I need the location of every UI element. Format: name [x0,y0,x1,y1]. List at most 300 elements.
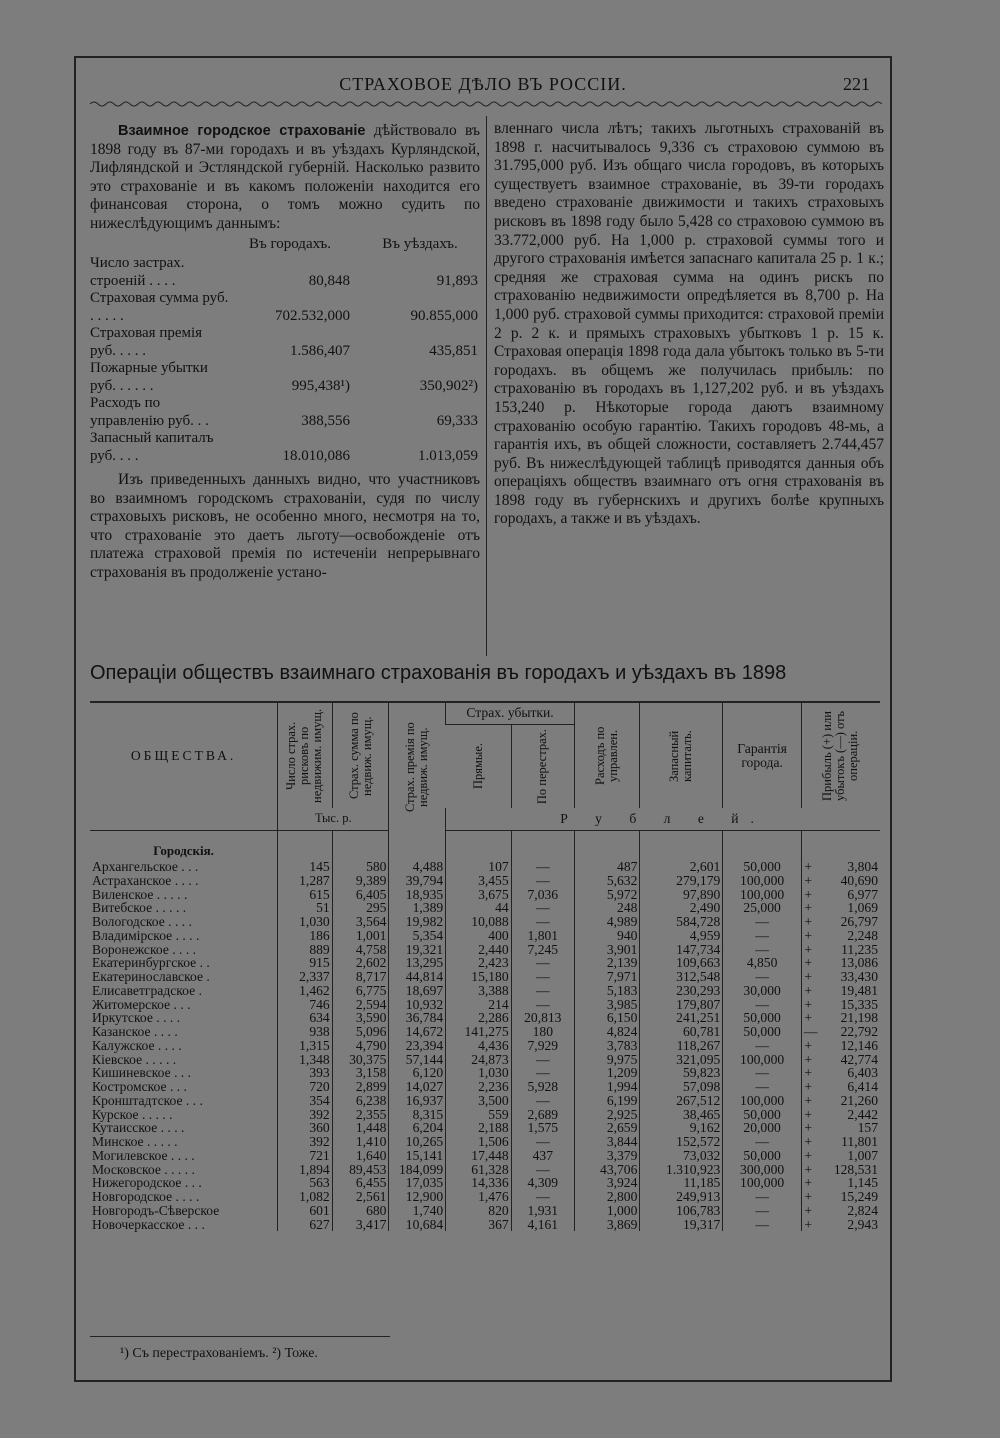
table-row [90,1039,880,1053]
cell-name: Калужское . . . . [92,1037,182,1053]
cell-admin: 2,925 [574,1108,639,1122]
table-row [90,943,880,957]
cell-premium: 10,684 [389,1218,446,1232]
header-units-row [90,808,880,830]
cell-risks: 186 [278,929,333,943]
cell-direct: 1,030 [446,1066,511,1080]
cell-admin: 6,150 [574,1011,639,1025]
cell-admin: 9,975 [574,1053,639,1067]
cell-profit: 26,797 [840,914,878,929]
cell-admin: 3,901 [574,943,639,957]
intro-text: дѣйствовало въ 1898 году въ 87-ми городахъ и въ уѣздахъ Курляндской, Лифляндской и Эстляндской губерній. Насколько развито это страхованіе и въ какомъ положеніи находится его финансовая сторона, о томъ можно судить по нижеслѣдующимъ даннымъ: [90,122,480,232]
cell-reins: — [511,1135,574,1149]
cell-risks: 1,462 [278,984,333,998]
header-guarantee: Гарантія города. [723,702,802,808]
cell-reins: 7,245 [511,943,574,957]
cell-risks: 563 [278,1176,333,1190]
cell-reins: — [511,998,574,1012]
stats-cities: 702.532,000 [275,307,350,324]
cell-risks: 615 [278,888,333,902]
cell-profit: 15,249 [840,1189,878,1204]
cell-risks: 51 [278,901,333,915]
cell-guarantee: — [723,998,802,1012]
cell-name: Витебское . . . . . [92,900,187,916]
cell-sum: 2,355 [332,1108,389,1122]
table-row [90,1163,880,1177]
cell-sign: + [801,1163,814,1177]
cell-name: Кишиневское . . . [92,1065,192,1081]
cell-profit: 157 [857,1120,878,1136]
cell-reserve: 97,890 [640,888,723,902]
cell-risks: 915 [278,956,333,970]
cell-guarantee: 100,000 [723,874,802,888]
cell-direct: 44 [446,901,511,915]
page-number: 221 [843,74,870,94]
cell-sign: + [801,1121,814,1135]
cell-sign: + [801,874,814,888]
cell-reserve: 60,781 [640,1025,723,1039]
cell-admin: 5,972 [574,888,639,902]
cell-admin: 2,139 [574,956,639,970]
cell-name: Новгородъ-Сѣверское [92,1202,220,1218]
cell-reserve: 109,663 [640,956,723,970]
cell-name: Казанское . . . . [92,1024,178,1039]
cell-profit: 2,442 [847,1106,878,1122]
summary-stats-table [90,236,480,466]
cell-risks: 1,082 [278,1190,333,1204]
cell-premium: 18,935 [389,888,446,902]
cell-reserve: 9,162 [640,1121,723,1135]
cell-sign: + [801,998,814,1012]
cell-sign: + [801,956,814,970]
table-row [90,1218,880,1232]
cell-profit: 1,145 [847,1175,878,1191]
cell-name: Новгородское . . . . [92,1189,200,1204]
cell-guarantee: 25,000 [723,901,802,915]
table-row [90,956,880,970]
cell-reserve: 38,465 [640,1108,723,1122]
stats-row [90,325,480,360]
table-row [90,1135,880,1149]
cell-sum: 3,564 [332,915,389,929]
header-risks: Число страх. рисковъ по недвижим. имущ. [278,702,333,808]
table-row [90,1204,880,1218]
cell-sum: 1,448 [332,1121,389,1135]
cell-premium: 23,394 [389,1039,446,1053]
cell-reserve: 249,913 [640,1190,723,1204]
footnote: ¹) Съ перестрахованіемъ. ²) Тоже. [120,1346,318,1361]
cell-name: Кронштадтское . . . [92,1092,203,1108]
cell-reins: — [511,915,574,929]
cell-risks: 1,287 [278,874,333,888]
stats-header-row [90,236,480,256]
cell-sign: + [801,860,814,874]
table-row [90,1094,880,1108]
cell-guarantee: — [723,943,802,957]
cell-reserve: 279,179 [640,874,723,888]
cell-name: Астраханское . . . . [92,872,199,888]
cell-sign: + [801,943,814,957]
cell-name: Минское . . . . . [92,1134,178,1149]
cell-guarantee: — [723,1204,802,1218]
cell-reserve: 4,959 [640,929,723,943]
cell-profit: 21,260 [840,1092,878,1108]
cell-risks: 746 [278,998,333,1012]
cell-name: Владимірское . . . . [92,927,200,943]
cell-direct: 214 [446,998,511,1012]
cell-sign: + [801,1039,814,1053]
table-row [90,915,880,929]
cell-premium: 13,295 [389,956,446,970]
cell-reins: 5,928 [511,1080,574,1094]
cell-reserve: 147,734 [640,943,723,957]
cell-guarantee: — [723,915,802,929]
cell-name: Московское . . . . . [92,1161,195,1177]
cell-reins: — [511,1163,574,1177]
stats-label: Страховая сумма руб. . . . . . [90,290,229,324]
cell-name: Вологодское . . . . [92,914,192,929]
cell-reserve: 2,490 [640,901,723,915]
cell-sum: 3,158 [332,1066,389,1080]
table-row [90,929,880,943]
cell-sum: 680 [332,1204,389,1218]
cell-name: Екатеринбургское . . [92,955,210,971]
cell-sum: 6,775 [332,984,389,998]
cell-premium: 57,144 [389,1053,446,1067]
footnote-rule [90,1336,390,1337]
table-row [90,901,880,915]
right-column-text: вленнаго числа лѣтъ; такихъ льготныхъ страхованій въ 1898 г. насчитывалось 9,336 съ страховою суммою въ 31.795,000 руб. Изъ общаго числа городовъ, въ которыхъ существуетъ взаимное страхованіе, въ 39-ти городахъ введено страхованіе движимости и такихъ страховыхъ рисковъ въ 1898 году было 5,428 со страховою суммою въ 33.772,000 руб. На 1,000 р. страховой суммы того и другого страхованія имѣется запаснаго капитала 25 р. 1 к.; средняя же страховая сумма на одинъ рискъ по страхованію недвижимости опредѣляется въ 8,700 р. На 1,000 руб. страховой суммы приходится: страховой преміи 2 р. 2 к. и прямыхъ страховыхъ убытковъ 1 р. 15 к. Страховая операція 1898 года дала убытокъ только въ 5-ти городахъ. въ общемъ же получилась прибыль: по страхованію въ городахъ въ 1,127,202 руб. и въ уѣздахъ 153,240 р. Нѣкоторые города даютъ взаимному страхованію особую гарантію. Такихъ городовъ 48-мь, а гарантія ихъ, въ общей сложности, составляетъ 2.744,457 руб. Въ нижеслѣдующей таблицѣ приводятся данныя объ операціяхъ обществъ взаимнаго отъ огня страхованія въ 1898 году въ губернскихъ и другихъ болѣе крупныхъ городахъ, а также и въ уѣздахъ. [494,120,884,528]
intro-paragraph [90,122,480,234]
cell-guarantee: 50,000 [723,1011,802,1025]
cell-reins: — [511,1066,574,1080]
cell-sign: + [801,1053,814,1067]
cell-premium: 44,814 [389,970,446,984]
cell-sign: + [801,1176,814,1190]
cell-profit: 128,531 [833,1161,878,1177]
cell-premium: 36,784 [389,1011,446,1025]
cell-reins: 1,801 [511,929,574,943]
header-direct: Прямые. [470,743,485,790]
cell-guarantee: 20,000 [723,1121,802,1135]
cell-direct: 3,455 [446,874,511,888]
table-row [90,1053,880,1067]
cell-direct: 400 [446,929,511,943]
cell-admin: 3,783 [574,1039,639,1053]
table-row [90,984,880,998]
cell-reserve: 2,601 [640,860,723,874]
cell-risks: 721 [278,1149,333,1163]
cell-guarantee: 4,850 [723,956,802,970]
cell-sign: + [801,1066,814,1080]
cell-sum: 1,640 [332,1149,389,1163]
section-header-row [90,830,880,860]
cell-admin: 6,199 [574,1094,639,1108]
cell-sign: + [801,1011,814,1025]
cell-admin: 4,824 [574,1025,639,1039]
cell-profit: 6,977 [847,886,878,902]
cell-admin: 1,994 [574,1080,639,1094]
stats-districts: 1.013,059 [418,447,478,464]
cell-sign: + [801,1149,814,1163]
cell-sign: + [801,1108,814,1122]
stats-row [90,430,480,465]
cell-risks: 145 [278,860,333,874]
cell-risks: 393 [278,1066,333,1080]
cell-profit: 1,069 [847,900,878,916]
cell-admin: 248 [574,901,639,915]
cell-premium: 5,354 [389,929,446,943]
cell-guarantee: 100,000 [723,1053,802,1067]
cell-reins: — [511,901,574,915]
cell-premium: 18,697 [389,984,446,998]
cell-profit: 19,481 [840,982,878,998]
lead-heading: Взаимное городское страхованіе [118,123,366,139]
header-admin: Расходъ по управлен. [574,702,639,808]
cell-name: Костромское . . . [92,1079,187,1094]
header-societies: ОБЩЕСТВА. [90,702,278,808]
header-profit: Прибыль (+) или убытокъ (—) отъ операціи. [801,702,880,808]
cell-name: Курское . . . . . [92,1106,173,1122]
cell-profit: 42,774 [840,1051,878,1067]
cell-profit: 1,007 [847,1147,878,1163]
cell-profit: 2,248 [847,927,878,943]
cell-risks: 1,315 [278,1039,333,1053]
operations-table [90,701,880,1231]
stats-row [90,255,480,290]
right-column [494,120,884,529]
cell-risks: 720 [278,1080,333,1094]
table-row [90,1080,880,1094]
cell-admin: 7,971 [574,970,639,984]
cell-direct: 4,436 [446,1039,511,1053]
cell-reins: 437 [511,1149,574,1163]
cell-sum: 6,455 [332,1176,389,1190]
cell-risks: 392 [278,1135,333,1149]
cell-direct: 1,506 [446,1135,511,1149]
stats-districts: 90.855,000 [410,307,478,324]
table-row [90,998,880,1012]
cell-direct: 141,275 [446,1025,511,1039]
cell-sign: — [801,1025,814,1039]
cell-direct: 2,286 [446,1011,511,1025]
cell-direct: 15,180 [446,970,511,984]
cell-name: Нижегородское . . . [92,1175,202,1191]
cell-reins: — [511,984,574,998]
cell-admin: 5,183 [574,984,639,998]
header-sum: Страх. сумма по недвиж. имущ. [332,702,389,808]
cell-risks: 392 [278,1108,333,1122]
cell-risks: 601 [278,1204,333,1218]
cell-reins: — [511,956,574,970]
unit-thousand-rubles: Тыс. р. [278,808,389,830]
cell-sum: 295 [332,901,389,915]
cell-guarantee: 100,000 [723,888,802,902]
cell-risks: 354 [278,1094,333,1108]
cell-sum: 1,410 [332,1135,389,1149]
table-row [90,860,880,874]
cell-risks: 938 [278,1025,333,1039]
cell-guarantee: — [723,1190,802,1204]
cell-guarantee: 30,000 [723,984,802,998]
cell-direct: 3,675 [446,888,511,902]
cell-sign: + [801,1080,814,1094]
cell-admin: 3,379 [574,1149,639,1163]
cell-profit: 13,086 [840,955,878,971]
cell-admin: 487 [574,860,639,874]
cell-sum: 9,389 [332,874,389,888]
cell-reserve: 1.310,923 [640,1163,723,1177]
header-row [90,702,880,724]
after-stats-paragraph: Изъ приведенныхъ данныхъ видно, что участниковъ во взаимномъ городскомъ страхованіи, судя по числу страховыхъ рисковъ, не особенно много, несмотря на то, что страхованіе это даетъ льготу—освобожденіе отъ платежа страховой премія по истеченіи непрерывнаго страхованія въ продолженіе устано- [90,471,480,582]
cell-name: Кіевское . . . . . [92,1051,177,1067]
cell-admin: 43,706 [574,1163,639,1177]
cell-reins: 1,931 [511,1204,574,1218]
cell-profit: 15,335 [840,996,878,1012]
stats-label: Расходъ по управленію руб. . . [90,395,209,429]
cell-sign: + [801,1218,814,1232]
cell-reins: 4,309 [511,1176,574,1190]
section-cities: Городскія. [153,843,214,859]
cell-sum: 6,405 [332,888,389,902]
cell-sign: + [801,970,814,984]
cell-premium: 14,027 [389,1080,446,1094]
cell-reins: 2,689 [511,1108,574,1122]
cell-reserve: 73,032 [640,1149,723,1163]
cell-reins: — [511,1094,574,1108]
cell-premium: 8,315 [389,1108,446,1122]
cell-premium: 16,937 [389,1094,446,1108]
stats-label: Число застрах. строеній . . . . [90,255,185,289]
cell-reserve: 230,293 [640,984,723,998]
cell-guarantee: 50,000 [723,1149,802,1163]
cell-direct: 2,236 [446,1080,511,1094]
stats-cities: 18.010,086 [282,447,350,464]
cell-premium: 6,204 [389,1121,446,1135]
cell-guarantee: 300,000 [723,1163,802,1177]
cell-direct: 14,336 [446,1176,511,1190]
cell-name: Кутаисское . . . . [92,1120,185,1136]
cell-guarantee: — [723,1135,802,1149]
stats-header-districts: Въ уѣздахъ. [382,235,458,252]
cell-profit: 11,801 [841,1134,878,1149]
table-row [90,1108,880,1122]
cell-premium: 19,321 [389,943,446,957]
cell-admin: 5,632 [574,874,639,888]
cell-reserve: 241,251 [640,1011,723,1025]
cell-sum: 2,899 [332,1080,389,1094]
cell-risks: 627 [278,1218,333,1232]
cell-reserve: 312,548 [640,970,723,984]
table-row [90,1190,880,1204]
cell-sum: 580 [332,860,389,874]
cell-profit: 12,146 [840,1037,878,1053]
cell-direct: 367 [446,1218,511,1232]
cell-admin: 4,989 [574,915,639,929]
cell-admin: 2,800 [574,1190,639,1204]
cell-guarantee: — [723,1218,802,1232]
cell-reins: 1,575 [511,1121,574,1135]
cell-guarantee: — [723,1066,802,1080]
stats-row [90,395,480,430]
cell-name: Житомерское . . . [92,996,191,1012]
cell-guarantee: — [723,1080,802,1094]
cell-direct: 61,328 [446,1163,511,1177]
cell-risks: 634 [278,1011,333,1025]
cell-premium: 19,982 [389,915,446,929]
cell-guarantee: 50,000 [723,1025,802,1039]
cell-sum: 89,453 [332,1163,389,1177]
stats-cities: 80,848 [308,272,350,289]
cell-profit: 6,403 [847,1065,878,1081]
cell-reserve: 584,728 [640,915,723,929]
cell-sum: 6,238 [332,1094,389,1108]
cell-risks: 1,030 [278,915,333,929]
cell-sum: 2,602 [332,956,389,970]
cell-sign: + [801,888,814,902]
table-row [90,874,880,888]
cell-guarantee: — [723,970,802,984]
cell-profit: 2,943 [847,1216,878,1232]
table-row [90,1149,880,1163]
cell-reserve: 321,095 [640,1053,723,1067]
cell-direct: 24,873 [446,1053,511,1067]
cell-profit: 2,824 [847,1202,878,1218]
table-row [90,1176,880,1190]
cell-reserve: 11,185 [640,1176,723,1190]
cell-sign: + [801,1094,814,1108]
cell-admin: 1,000 [574,1204,639,1218]
cell-admin: 3,985 [574,998,639,1012]
cell-sum: 8,717 [332,970,389,984]
table-row [90,888,880,902]
header-reserve: Запасный капиталъ. [640,702,723,808]
cell-admin: 3,924 [574,1176,639,1190]
cell-admin: 940 [574,929,639,943]
cell-risks: 1,894 [278,1163,333,1177]
cell-reserve: 267,512 [640,1094,723,1108]
cell-reins: 180 [511,1025,574,1039]
cell-reins: 7,929 [511,1039,574,1053]
cell-admin: 2,659 [574,1121,639,1135]
stats-districts: 69,333 [436,412,478,429]
stats-cities: 388,556 [301,412,350,429]
cell-premium: 184,099 [389,1163,446,1177]
cell-reserve: 179,807 [640,998,723,1012]
cell-reins: — [511,860,574,874]
cell-direct: 10,088 [446,915,511,929]
cell-sign: + [801,984,814,998]
cell-guarantee: 100,000 [723,1176,802,1190]
cell-direct: 1,476 [446,1190,511,1204]
cell-reserve: 118,267 [640,1039,723,1053]
header-premium: Страх. премія по недвиж. имущ. [389,702,446,830]
cell-sign: + [801,1204,814,1218]
cell-guarantee: 50,000 [723,860,802,874]
cell-profit: 21,198 [840,1010,878,1026]
column-divider [486,116,487,656]
unit-rubles: Р у б л е й. [446,808,880,830]
cell-direct: 2,440 [446,943,511,957]
cell-name: Архангельское . . . [92,859,199,874]
table-row [90,970,880,984]
cell-direct: 107 [446,860,511,874]
cell-reins: — [511,1190,574,1204]
cell-reserve: 57,098 [640,1080,723,1094]
stats-districts: 91,893 [436,272,478,289]
cell-profit: 33,430 [840,969,878,984]
cell-reins: — [511,874,574,888]
